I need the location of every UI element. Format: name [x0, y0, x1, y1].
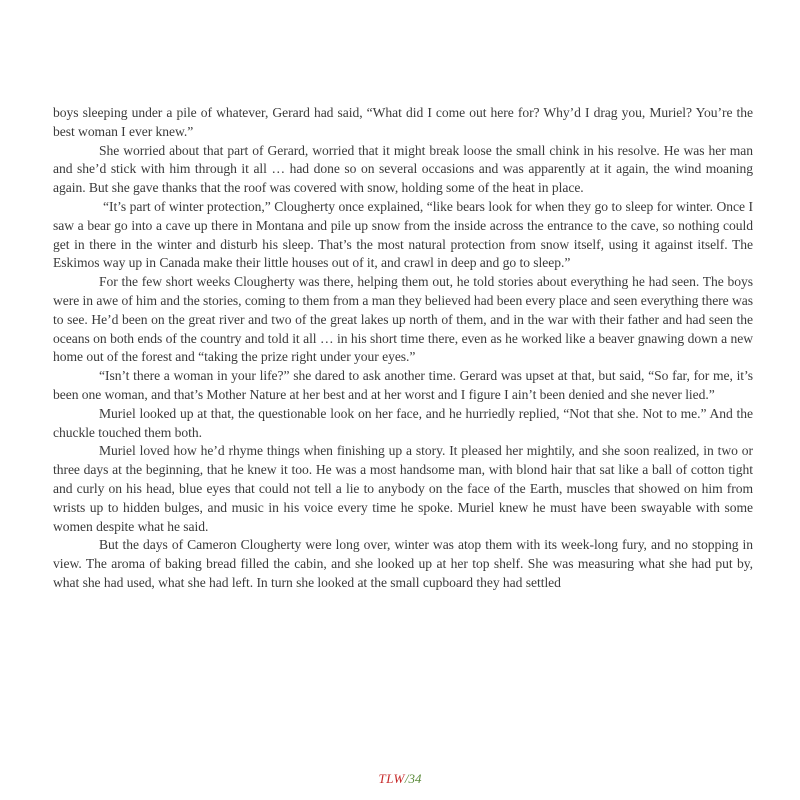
- paragraph-4: For the few short weeks Clougherty was there, helping them out, he told stories about everything he had seen. The boys were in awe of him and the stories, coming to them from a man they believed had been every place and seen everything there was to see. He’d been on the great river and two of the great lakes up north of them, and in the war with their father and had seen the oceans on both ends of the country and told it all … in his short time there, even as he worked like a beaver gnawing down a new home out of the forest and “taking the prize right under your eyes.”: [53, 274, 753, 365]
- paragraph-8: But the days of Cameron Clougherty were long over, winter was atop them with its week-long fury, and no stopping in view. The aroma of baking bread filled the cabin, and she looked up at her top shelf. She was measuring what she had put by, what she had used, what she had left. In turn she looked at the small cupboard they had settled: [53, 537, 753, 590]
- paragraph-3: “It’s part of winter protection,” Clougherty once explained, “like bears look for when they go to sleep for winter. Once I saw a bear go into a cave up there in Montana and pile up snow from the inside across the entrance to the cave, so nothing could get in there in the winter and disturb his sleep. That’s the most natural protection from snow itself, using it against itself. The Eskimos way up in Canada make their little houses out of it, and crawl in deep and go to sleep.”: [53, 198, 753, 271]
- footer-separator: /: [404, 771, 409, 786]
- paragraph-2: She worried about that part of Gerard, worried that it might break loose the small chink in his resolve. He was her man and she’d stick with him through it all … had done so on several occasions and was apparently at it again, the wind moaning again. But she gave thanks that the roof was covered with snow, holding some of the heat in place.: [53, 142, 753, 196]
- paragraph-7: Muriel loved how he’d rhyme things when finishing up a story. It pleased her mightily, and she soon realized, in two or three days at the beginning, that he knew it too. He was a most handsome man, with blond hair that sat like a ball of cotton tight and curly on his head, blue eyes that could not tell a lie to anybody on the face of the Earth, muscles that showed on him from wrists up to hidden bulges, and music in his voice every time he spoke. Muriel knew he must have been swayable with some women despite what he said.: [53, 443, 753, 534]
- paragraph-6: Muriel looked up at that, the questionable look on her face, and he hurriedly replied, “Not that she. Not to me.” And the chuckle touched them both.: [53, 405, 753, 440]
- page-body-text: [53, 104, 753, 593]
- paragraph-1: boys sleeping under a pile of whatever, Gerard had said, “What did I come out here for? Why’d I drag you, Muriel? You’re the best woman I ever knew.”: [53, 105, 753, 139]
- page-footer: [0, 771, 800, 787]
- paragraph-5: “Isn’t there a woman in your life?” she dared to ask another time. Gerard was upset at that, but said, “So far, for me, it’s been one woman, and that’s Mother Nature at her best and at her worst and I figure I ain’t been denied and she never lied.”: [53, 368, 753, 402]
- page-number: 34: [408, 771, 422, 786]
- book-code: TLW: [378, 771, 405, 786]
